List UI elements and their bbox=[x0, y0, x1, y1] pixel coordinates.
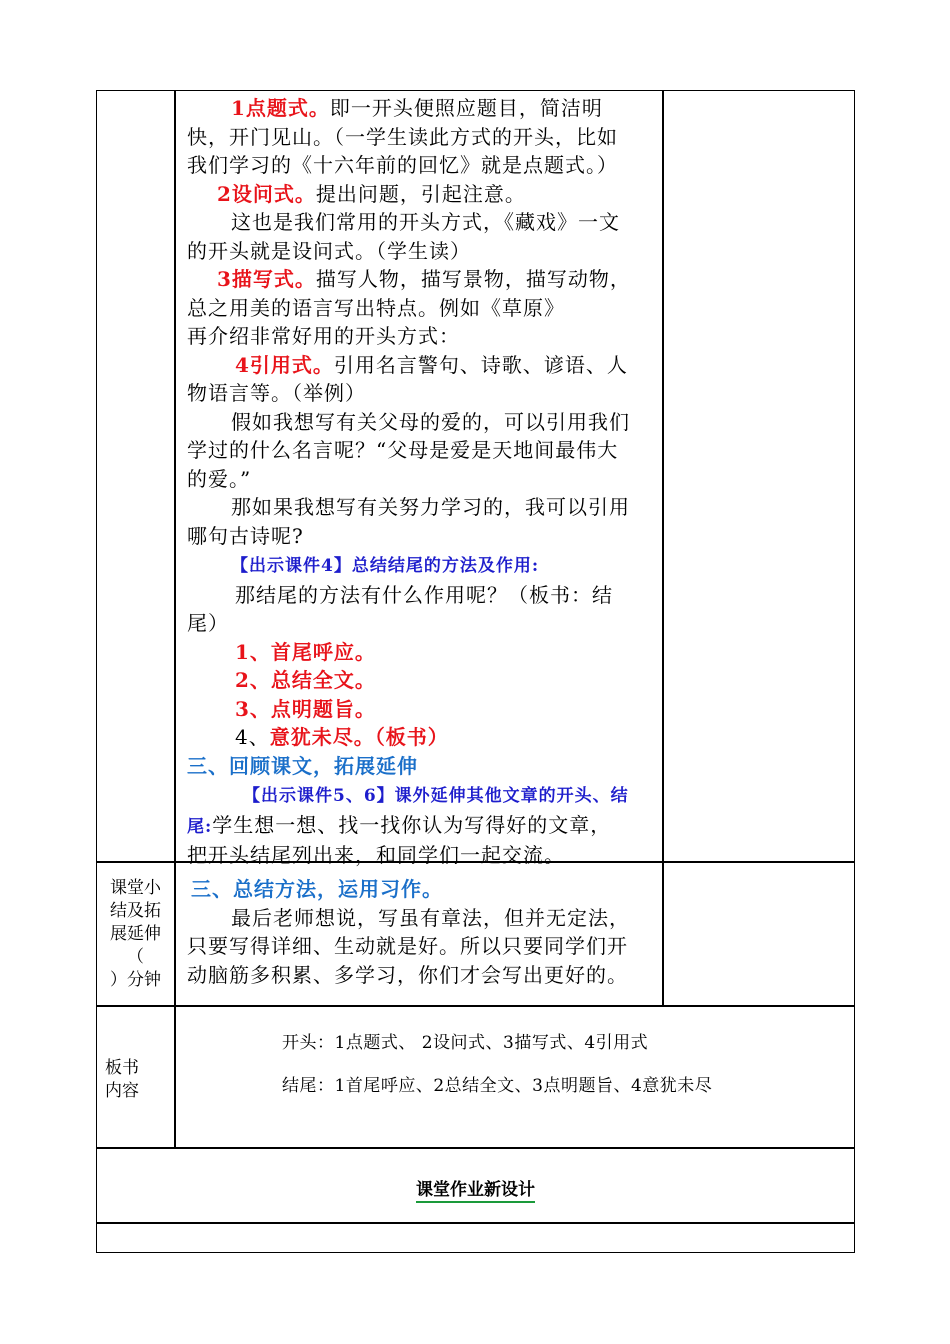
col-divider-2 bbox=[662, 91, 664, 1006]
text-line: 那如果我想写有关努力学习的，我可以引用 bbox=[231, 495, 630, 519]
row-divider-3 bbox=[97, 1147, 854, 1149]
section-heading: 三、总结方法，运用习作。 bbox=[191, 877, 443, 901]
ending-item: 3、点明题旨。 bbox=[235, 696, 376, 721]
homework-cell bbox=[97, 1175, 854, 1200]
label-line: 展延伸 bbox=[110, 924, 161, 944]
label-line: 课堂小 bbox=[110, 878, 161, 898]
text-line: 把开头结尾列出来，和同学们一起交流。 bbox=[187, 843, 565, 867]
text-span: 意犹未尽。（板书） bbox=[269, 725, 449, 749]
ending-item: 2、总结全文。 bbox=[235, 668, 376, 692]
board-label bbox=[97, 1057, 174, 1103]
text-line bbox=[187, 780, 657, 811]
ending-item bbox=[187, 723, 657, 752]
courseware-note: 【出示课件5、6】课外延伸其他文章的开头、结 bbox=[243, 786, 629, 806]
text-line: 的爱。” bbox=[187, 466, 252, 491]
method-title: 1点题式。 bbox=[231, 96, 330, 120]
item-number: 4、 bbox=[235, 725, 270, 749]
text-line bbox=[187, 94, 657, 123]
row-divider-2 bbox=[97, 1005, 854, 1007]
text-line: 我们学习的《十六年前的回忆》就是点题式。） bbox=[187, 153, 618, 177]
text-span: 引用名言警句、诗歌、谚语、人 bbox=[333, 352, 628, 377]
label-line: 内容 bbox=[105, 1081, 139, 1101]
text-span: 学生想一想、找一找你认为写得好的文章， bbox=[212, 812, 612, 837]
text-line bbox=[187, 265, 657, 294]
text-line: 那结尾的方法有什么作用呢？（板书：结 bbox=[235, 582, 613, 607]
lesson-table bbox=[96, 90, 855, 1253]
text-line bbox=[187, 180, 657, 209]
label-line: 结及拓 bbox=[110, 901, 161, 921]
method-title: 2设问式。 bbox=[217, 181, 316, 206]
text-line: 只要写得详细、生动就是好。所以只要同学们开 bbox=[187, 934, 628, 958]
summary-content bbox=[187, 875, 657, 989]
board-content bbox=[282, 1029, 842, 1100]
text-line: 快，开门见山。（一学生读此方式的开头，比如 bbox=[187, 124, 618, 149]
label-line: ）分钟 bbox=[110, 970, 161, 990]
text-line: 再介绍非常好用的开头方式： bbox=[187, 324, 460, 348]
text-span: 描写人物，描写景物，描写动物， bbox=[315, 267, 631, 291]
text-line: 最后老师想说，写虽有章法，但并无定法， bbox=[231, 905, 630, 930]
board-line-ending: 结尾：1首尾呼应、2总结全文、3点明题旨、4意犹未尽 bbox=[282, 1076, 713, 1096]
row-divider-4 bbox=[97, 1222, 854, 1224]
label-line: （ bbox=[127, 947, 144, 967]
summary-label bbox=[97, 877, 174, 992]
ending-item: 1、首尾呼应。 bbox=[235, 639, 376, 664]
text-line: 动脑筋多积累、多学习，你们才会写出更好的。 bbox=[187, 962, 628, 987]
col-divider-1 bbox=[174, 91, 176, 1148]
text-line bbox=[187, 351, 657, 380]
text-line: 假如我想写有关父母的爱的，可以引用我们 bbox=[231, 409, 630, 434]
text-span: 提出问题，引起注意。 bbox=[315, 181, 526, 206]
text-line bbox=[187, 811, 657, 842]
text-line: 学过的什么名言呢？“父母是爱是天地间最伟大 bbox=[187, 438, 619, 462]
text-line: 这也是我们常用的开头方式，《藏戏》一文 bbox=[231, 210, 620, 234]
text-line bbox=[187, 550, 657, 581]
text-line: 总之用美的语言写出特点。例如《草原》 bbox=[187, 295, 565, 320]
method-title: 3描写式。 bbox=[217, 267, 316, 291]
courseware-note: 尾: bbox=[187, 816, 213, 837]
text-line: 哪句古诗呢? bbox=[187, 523, 304, 548]
text-span: 即一开头便照应题目，简洁明 bbox=[329, 96, 603, 120]
label-line: 板书 bbox=[105, 1058, 139, 1078]
text-line: 的开头就是设问式。（学生读） bbox=[187, 238, 471, 263]
text-line: 物语言等。（举例） bbox=[187, 381, 366, 405]
main-content-cell bbox=[187, 94, 657, 870]
text-line: 尾） bbox=[187, 611, 229, 635]
method-title: 4引用式。 bbox=[235, 352, 334, 377]
board-line-opening: 开头：1点题式、 2设问式、3描写式、4引用式 bbox=[282, 1033, 649, 1053]
courseware-note: 【出示课件4】总结结尾的方法及作用: bbox=[231, 556, 540, 576]
homework-title: 课堂作业新设计 bbox=[416, 1180, 535, 1203]
section-heading: 三、回顾课文，拓展延伸 bbox=[187, 753, 418, 778]
